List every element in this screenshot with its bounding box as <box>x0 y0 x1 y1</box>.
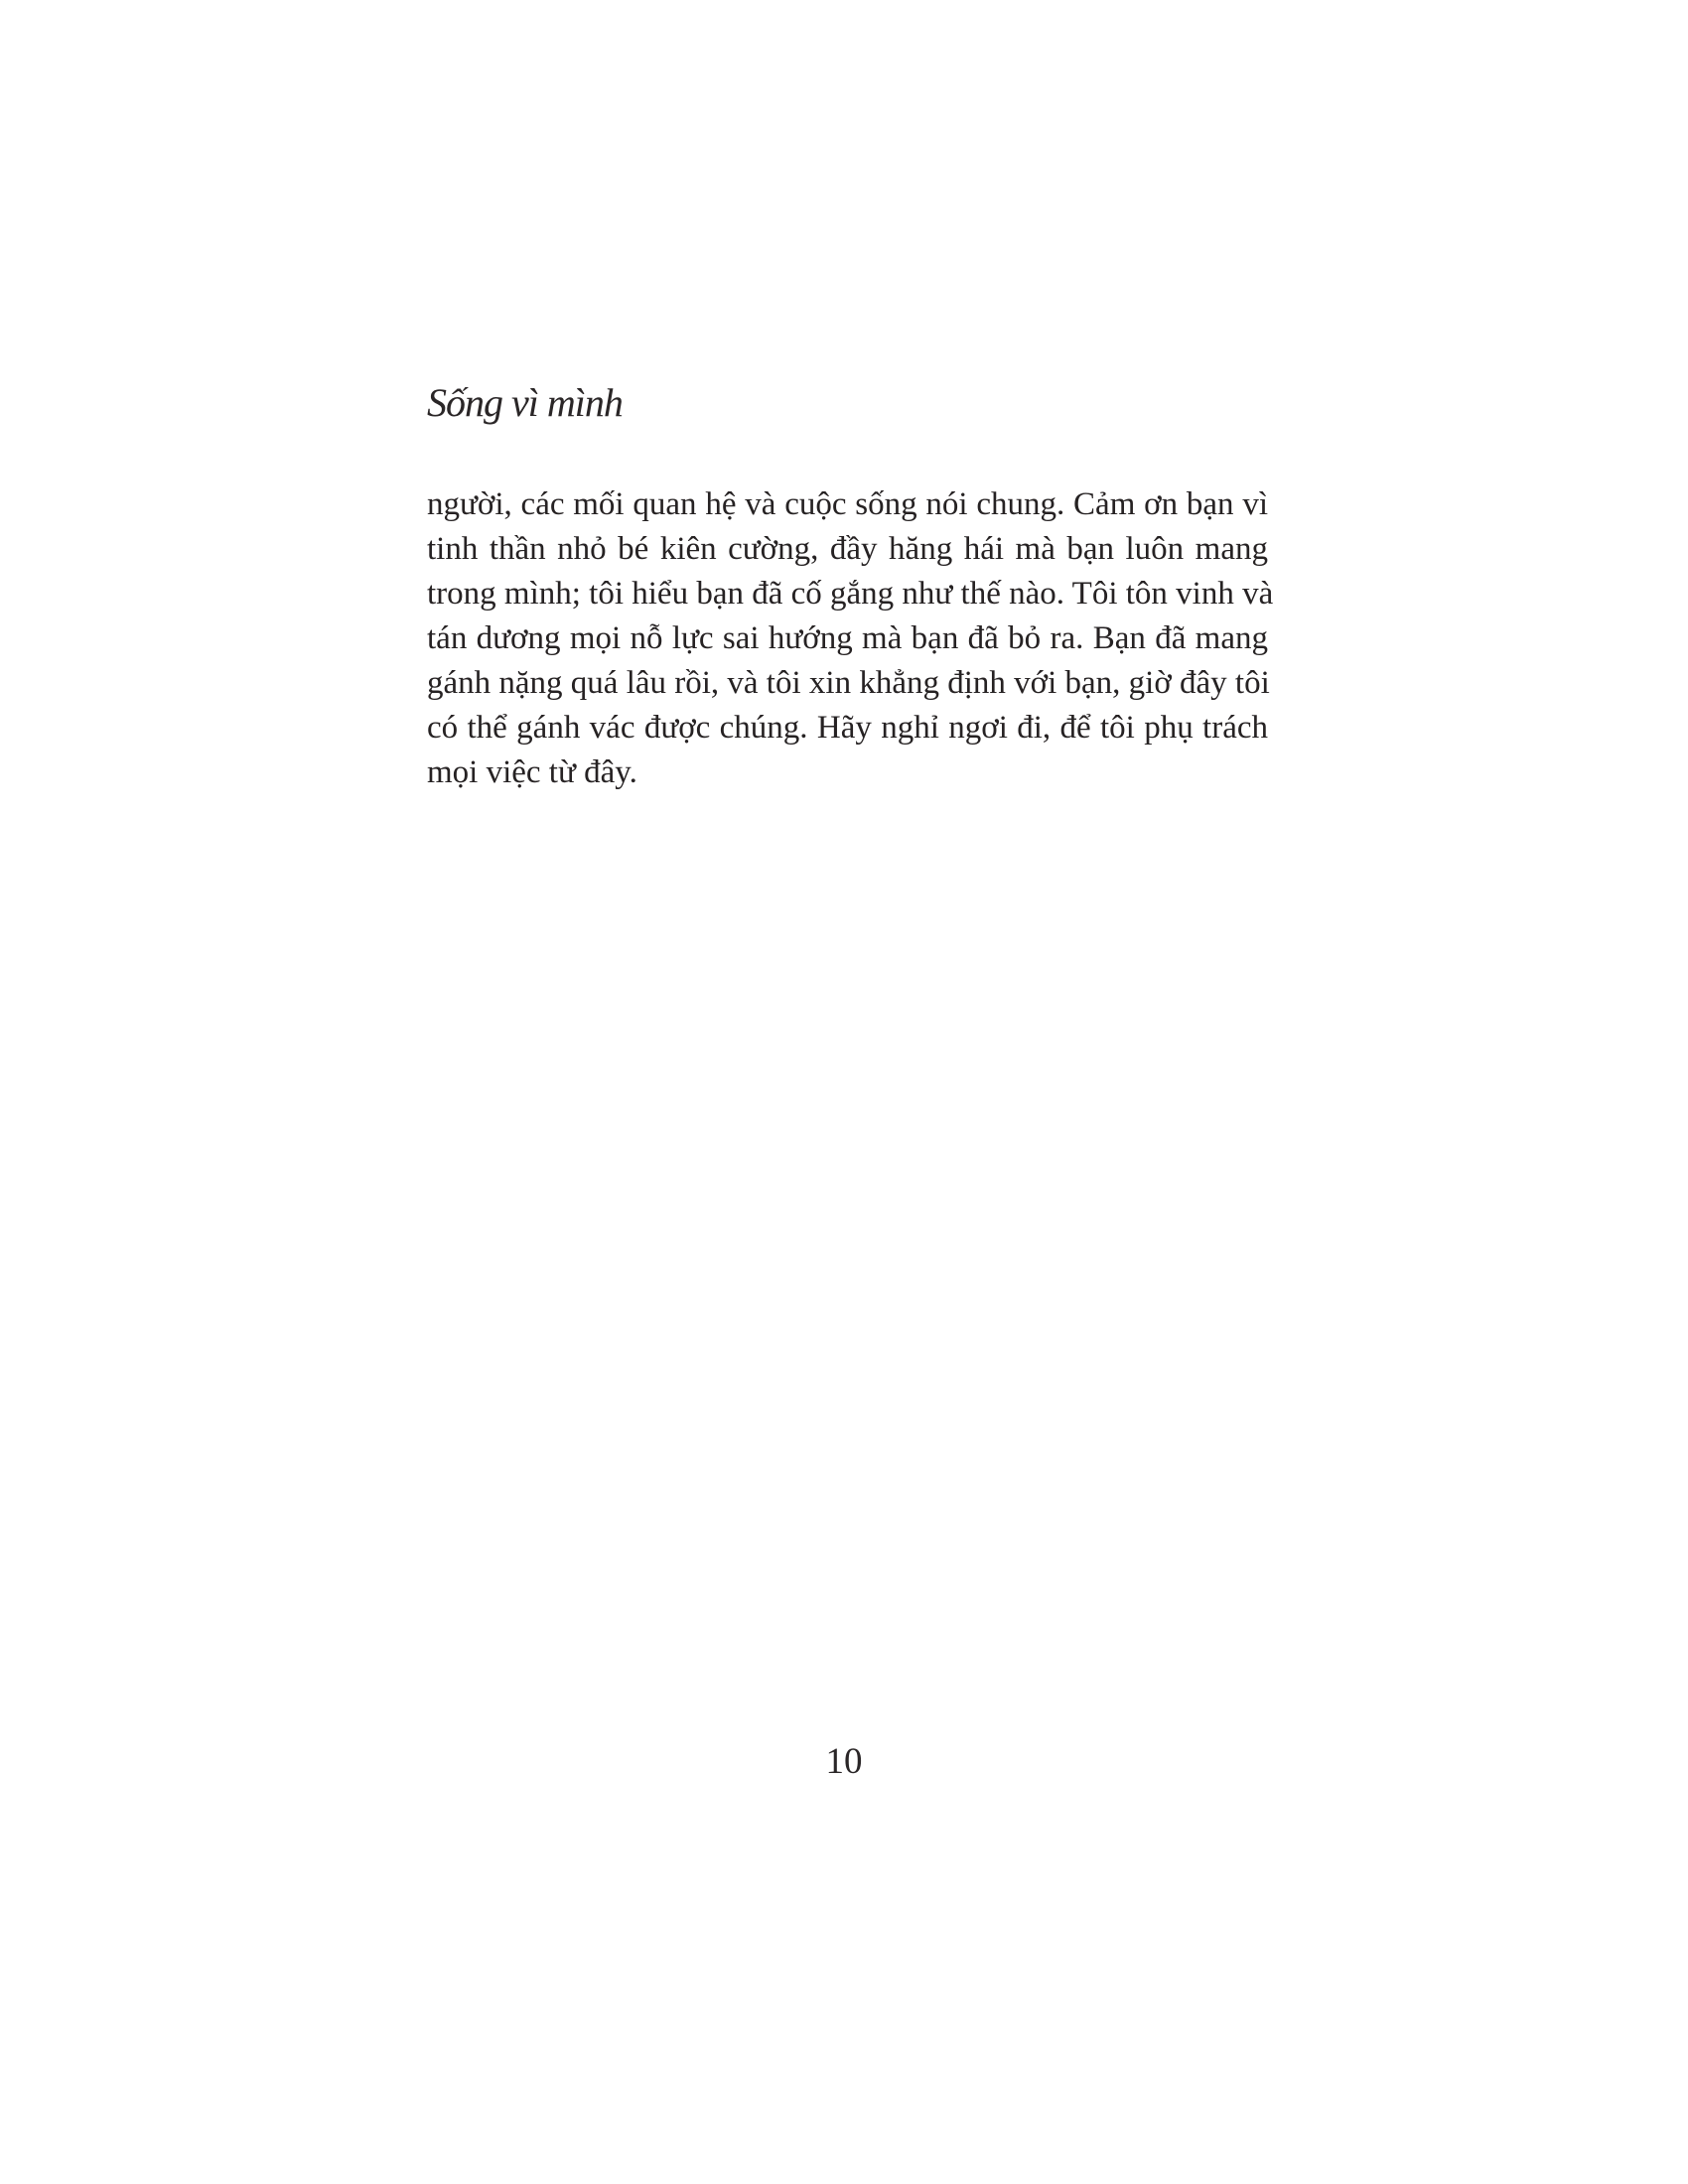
paragraph-line: tán dương mọi nỗ lực sai hướng mà bạn đã bỏ ra. Bạn đã mang <box>427 620 1268 656</box>
paragraph-line: có thể gánh vác được chúng. Hãy nghỉ ngơi đi, để tôi phụ trách <box>427 710 1268 746</box>
page-number: 10 <box>825 1741 863 1782</box>
paragraph <box>427 482 1274 795</box>
running-header: Sống vì mình <box>427 380 623 425</box>
paragraph-line: người, các mối quan hệ và cuộc sống nói chung. Cảm ơn bạn vì <box>427 486 1268 522</box>
paragraph-line: trong mình; tôi hiểu bạn đã cố gắng như thế nào. Tôi tôn vinh và <box>427 576 1274 612</box>
paragraph-line: tinh thần nhỏ bé kiên cường, đầy hăng hái mà bạn luôn mang <box>427 531 1268 567</box>
paragraph-line: mọi việc từ đây. <box>427 754 637 790</box>
paragraph-line: gánh nặng quá lâu rồi, và tôi xin khẳng định với bạn, giờ đây tôi <box>427 665 1270 701</box>
